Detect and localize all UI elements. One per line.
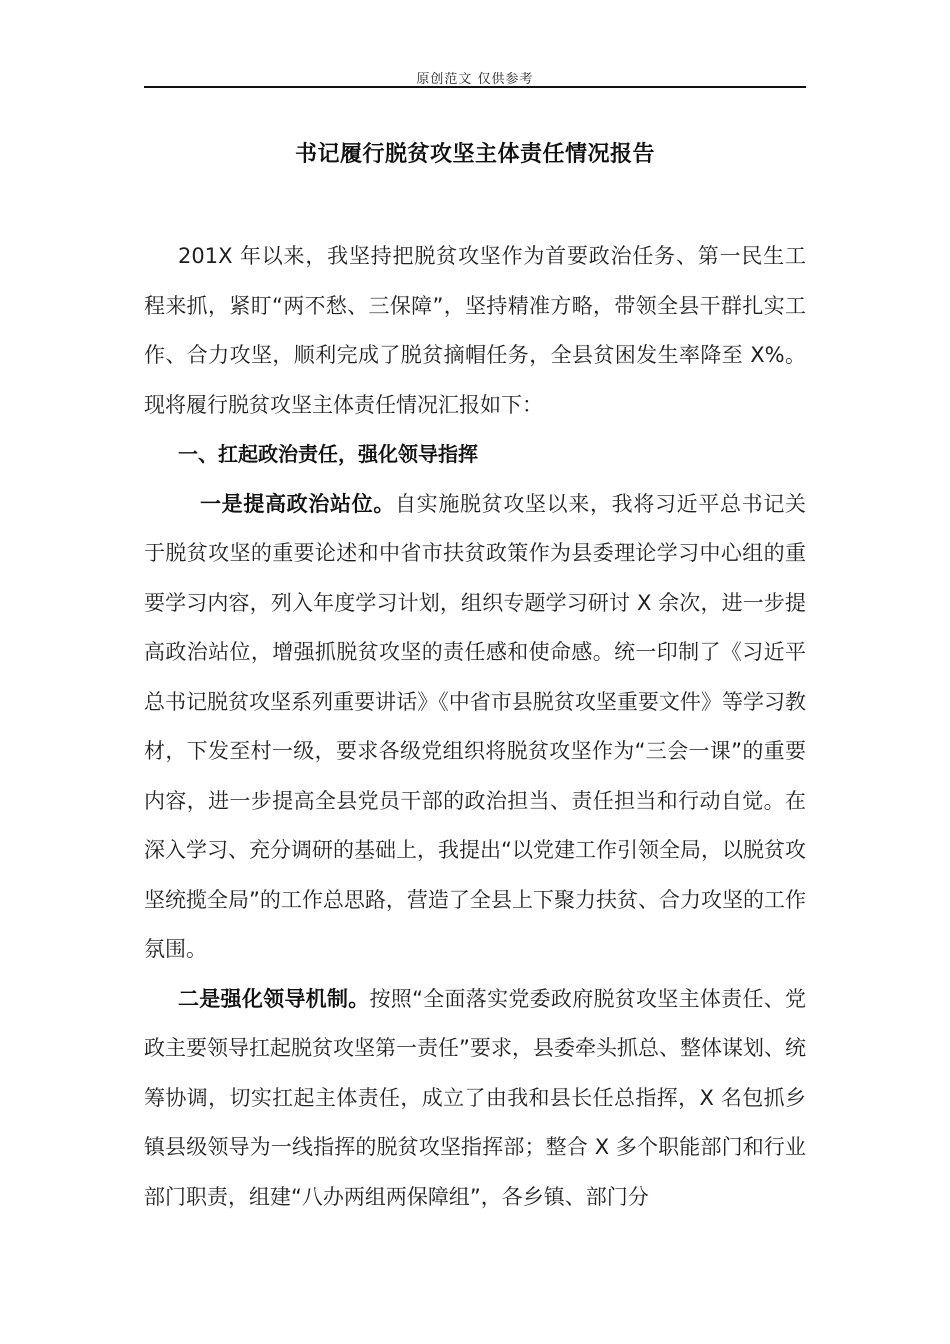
header-divider bbox=[144, 86, 806, 88]
page-header-text: 原创范文 仅供参考 bbox=[416, 72, 534, 87]
document-title: 书记履行脱贫攻坚主体责任情况报告 bbox=[294, 142, 655, 167]
point-1-lead: 一是提高政治站位。 bbox=[200, 491, 395, 516]
point-2-paragraph bbox=[144, 975, 806, 1223]
point-2-text: 按照“全面落实党委政府脱贫攻坚主体责任、党政主要领导扛起脱贫攻坚第一责任”要求，县委牵头抓总、整体谋划、统筹协调，切实扛起主体责任，成立了由我和县长任总指挥，X 名包抓乡镇县级领导为一线指挥的脱贫攻坚指挥部；整合 X 多个职能部门和行业部门职责，组建“八办两组两保障组”，各乡镇、部门分 bbox=[144, 986, 807, 1209]
document-body bbox=[144, 232, 806, 1222]
section-heading-1: 一、扛起政治责任，强化领导指挥 bbox=[178, 442, 478, 466]
point-1-paragraph bbox=[144, 480, 806, 975]
point-1-text: 自实施脱贫攻坚以来，我将习近平总书记关于脱贫攻坚的重要论述和中省市扶贫政策作为县委理论学习中心组的重要学习内容，列入年度学习计划，组织专题学习研讨 X 余次，进一步提高政治站位，增强抓脱贫攻坚的责任感和使命感。统一印制了《习近平总书记脱贫攻坚系列重要讲话》《中省市县脱贫攻坚重要文件》等学习教材，下发至村一级，要求各级党组织将脱贫攻坚作为“三会一课”的重要内容，进一步提高全县党员干部的政治担当、责任担当和行动自觉。在深入学习、充分调研的基础上，我提出“以党建工作引领全局，以脱贫攻坚统揽全局”的工作总思路，营造了全县上下聚力扶贫、合力攻坚的工作氛围。 bbox=[144, 491, 806, 961]
intro-paragraph: 201X 年以来，我坚持把脱贫攻坚作为首要政治任务、第一民生工程来抓，紧盯“两不愁、三保障”，坚持精准方略，带领全县干群扎实工作、合力攻坚，顺利完成了脱贫摘帽任务，全县贫困发生率降至 X%。现将履行脱贫攻坚主体责任情况汇报如下： bbox=[144, 244, 806, 417]
point-2-lead: 二是强化领导机制。 bbox=[178, 986, 370, 1011]
